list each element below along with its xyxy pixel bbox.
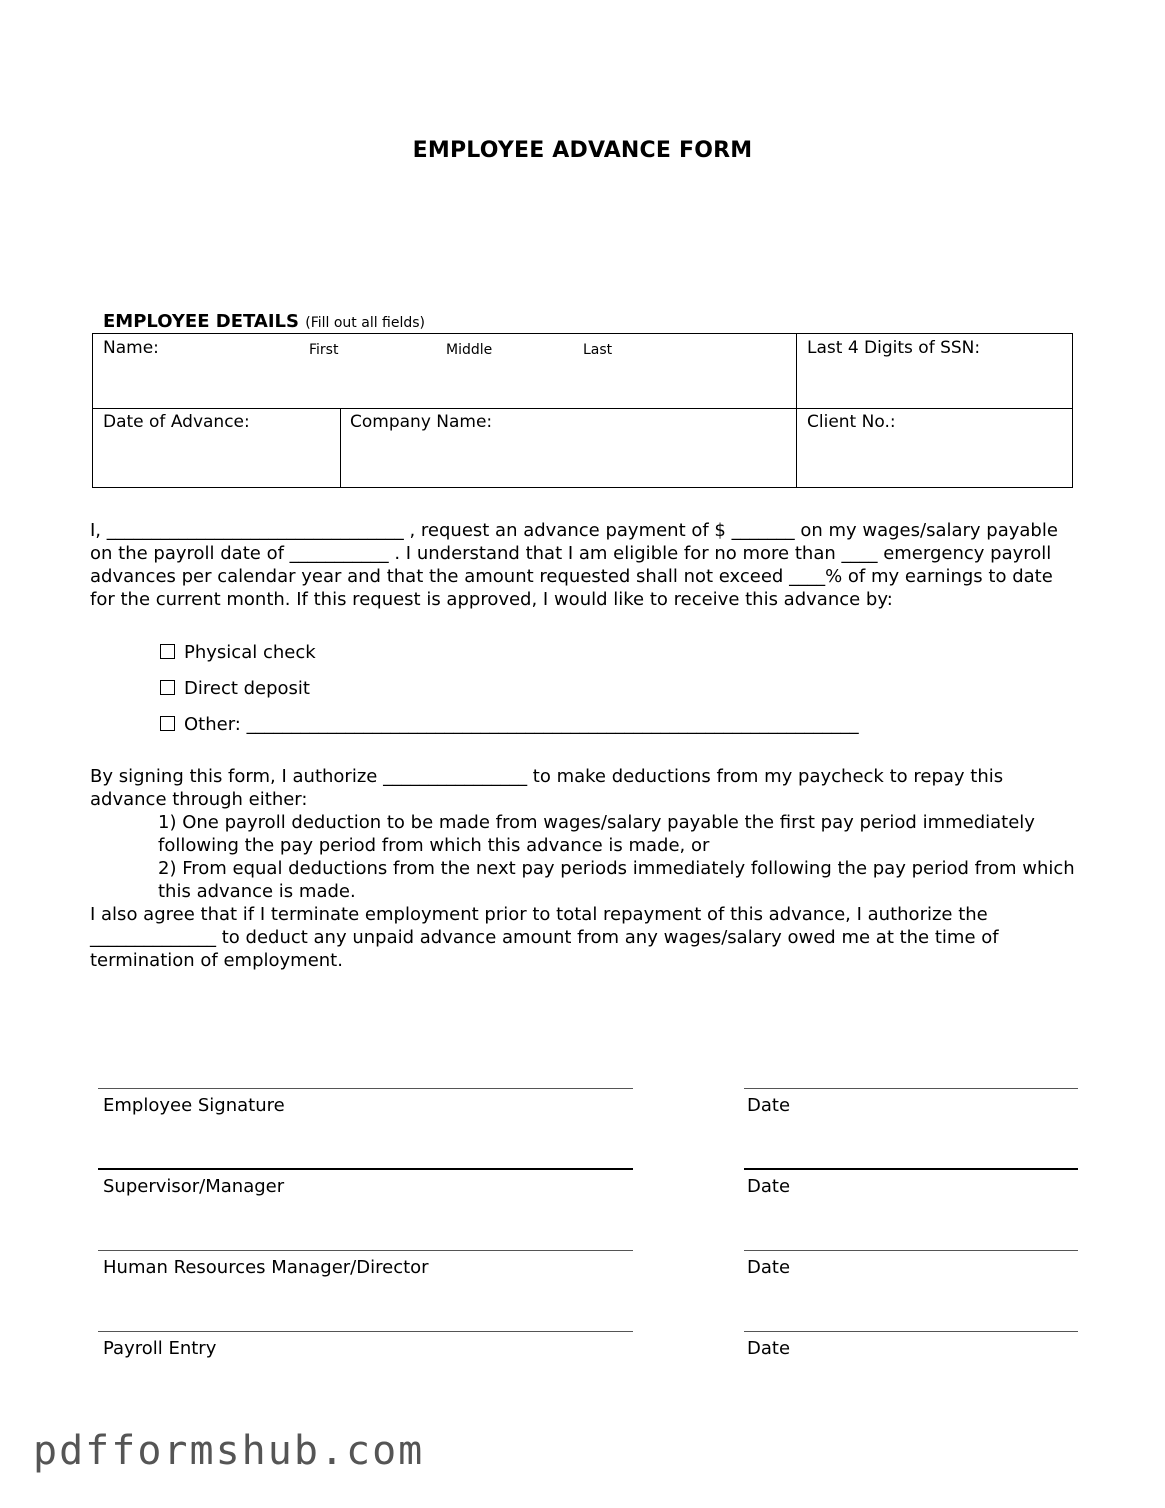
name-label: Name: — [103, 338, 159, 358]
checkbox-icon[interactable] — [160, 680, 175, 695]
client-no-label: Client No.: — [807, 412, 896, 432]
supervisor-signature-label: Supervisor/Manager — [103, 1176, 285, 1197]
request-text: I, _________________________________ , request an advance payment of $ _______ on my wages/salary payable on the payroll date of ___________ . I understand that I am eligible for no more than ____ emergency payroll advances per calendar year and that the amount requested shall not exceed ____% of my earnings to date for the current month. If this request is approved, I would like to receive this advance by: — [90, 520, 1058, 610]
option-label: Physical check — [184, 642, 316, 663]
hr-date-line[interactable] — [744, 1250, 1078, 1251]
authorization-line: By signing this form, I authorize ________________ to make deductions from my paycheck to repay this advance through either: — [90, 766, 1004, 810]
supervisor-signature-line[interactable] — [98, 1168, 633, 1170]
watermark: pdfformshub.com — [33, 1428, 425, 1474]
ssn-field[interactable] — [797, 334, 1072, 408]
payroll-date-label: Date — [747, 1338, 791, 1359]
employee-date-line[interactable] — [744, 1088, 1078, 1089]
last-name-label: Last — [583, 342, 613, 358]
company-name-label: Company Name: — [350, 412, 493, 432]
termination-clause: I also agree that if I terminate employment prior to total repayment of this advance, I authorize the ______________ to deduct any unpaid advance amount from any wages/salary owed me at the time of termination of employment. — [90, 904, 999, 971]
hr-signature-label: Human Resources Manager/Director — [103, 1257, 429, 1278]
employee-date-label: Date — [747, 1095, 791, 1116]
employee-signature-line[interactable] — [98, 1088, 633, 1089]
employee-signature-label: Employee Signature — [103, 1095, 285, 1116]
middle-name-label: Middle — [446, 342, 493, 358]
date-of-advance-field[interactable] — [93, 409, 340, 487]
payroll-date-line[interactable] — [744, 1331, 1078, 1332]
ssn-label: Last 4 Digits of SSN: — [807, 338, 981, 358]
client-no-field[interactable] — [797, 409, 1072, 487]
supervisor-date-line[interactable] — [744, 1168, 1078, 1170]
hr-date-label: Date — [747, 1257, 791, 1278]
form-title: EMPLOYEE ADVANCE FORM — [412, 138, 753, 163]
section-note: (Fill out all fields) — [305, 315, 426, 331]
first-name-label: First — [309, 342, 339, 358]
request-paragraph — [90, 519, 1080, 611]
section-heading-text: EMPLOYEE DETAILS — [103, 311, 299, 332]
option-other[interactable] — [160, 714, 859, 735]
date-of-advance-label: Date of Advance: — [103, 412, 250, 432]
option-direct-deposit[interactable] — [160, 678, 310, 699]
name-field[interactable] — [93, 334, 796, 408]
employee-details-table — [92, 333, 1073, 488]
authorization-paragraph — [90, 765, 1080, 972]
company-name-field[interactable] — [341, 409, 796, 487]
option-label: Other: ____________________________________________________________________ — [184, 714, 859, 735]
payroll-signature-label: Payroll Entry — [103, 1338, 217, 1359]
checkbox-icon[interactable] — [160, 644, 175, 659]
authorization-item-1: 1) One payroll deduction to be made from wages/salary payable the first pay period immediately following the pay period from which this advance is made, or — [158, 812, 1035, 856]
supervisor-date-label: Date — [747, 1176, 791, 1197]
payroll-signature-line[interactable] — [98, 1331, 633, 1332]
checkbox-icon[interactable] — [160, 716, 175, 731]
section-heading — [103, 311, 425, 332]
hr-signature-line[interactable] — [98, 1250, 633, 1251]
authorization-item-2: 2) From equal deductions from the next pay periods immediately following the pay period from which this advance is made. — [158, 858, 1075, 902]
option-physical-check[interactable] — [160, 642, 316, 663]
option-label: Direct deposit — [184, 678, 310, 699]
